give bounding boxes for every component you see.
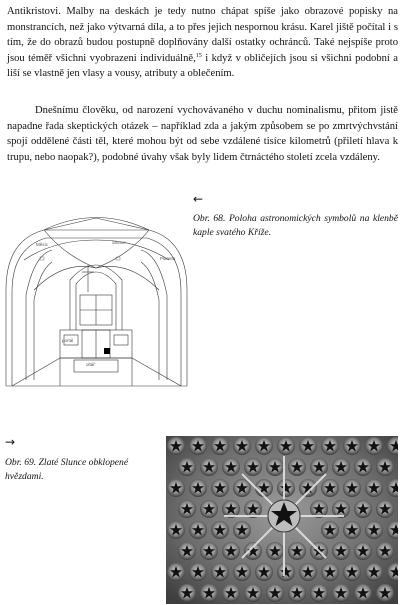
star-icon xyxy=(222,542,240,560)
star-icon xyxy=(167,437,185,455)
star-icon xyxy=(189,563,207,581)
figure68-caption: Obr. 68. Poloha astronomických symbolů na klenbě kaple svatého Kříže. xyxy=(193,213,398,238)
star-icon xyxy=(354,500,372,518)
star-icon xyxy=(167,563,185,581)
star-icon xyxy=(299,479,317,497)
para1-line-3: počítal i s tím, že do obrazů budou postupně doplňovány další ostatky ochránců. Také xyxy=(7,21,398,48)
star-icon xyxy=(354,542,372,560)
star-icon xyxy=(233,563,251,581)
star-icon xyxy=(376,458,394,476)
figure69-caption: Obr. 69. Zlaté Slunce obklopené hvězdami. xyxy=(5,457,129,482)
star-icon xyxy=(365,437,383,455)
door-label: portál xyxy=(62,338,74,343)
chapel-vault-drawing xyxy=(4,200,189,392)
star-icon xyxy=(200,542,218,560)
arrow-right-icon: → xyxy=(5,435,16,449)
para1-line-1: Antikristovi. Malby na deskách je tedy nutno chápat spíše jako obrazové popisky na xyxy=(7,6,398,17)
star-icon xyxy=(244,584,262,602)
para1-line-5: i když v obličejích jsou si xyxy=(201,52,318,64)
star-icon xyxy=(332,458,350,476)
star-icon xyxy=(332,542,350,560)
star-icon xyxy=(200,458,218,476)
star-icon xyxy=(255,479,273,497)
star-icon xyxy=(299,563,317,581)
star-icon xyxy=(189,437,207,455)
star-icon xyxy=(277,479,295,497)
para2-text: Dnešnímu člověku, od narození vychovávaného v duchu nominalismu, přitom jistě napadne řada skeptických otázek – například zda a jakým způsobem se po zmrtvýchvstání spojí oddělené části těl, které mohou být od sebe vzdálené tisíce kilometrů (přiletí hlava k trupu, nebo naopak?), podobné úvahy však byly lidem čtrnáctého století zcela vzdáleny. xyxy=(7,105,398,163)
star-icon xyxy=(321,479,339,497)
star-icon xyxy=(343,437,361,455)
star-icon xyxy=(178,584,196,602)
star-icon xyxy=(222,584,240,602)
arrow-left-icon: ← xyxy=(193,192,204,206)
star-icon xyxy=(310,584,328,602)
star-icon xyxy=(189,479,207,497)
star-icon xyxy=(255,437,273,455)
star-icon xyxy=(211,479,229,497)
star-icon xyxy=(233,437,251,455)
star-icon xyxy=(200,500,218,518)
footnote-ref[interactable]: 15 xyxy=(195,52,202,59)
star-icon xyxy=(244,458,262,476)
star-icon xyxy=(376,542,394,560)
star-icon xyxy=(189,521,207,539)
star-icon xyxy=(288,584,306,602)
star-icon xyxy=(343,563,361,581)
star-icon xyxy=(299,437,317,455)
altar-label: oltář xyxy=(86,362,95,367)
star-icon xyxy=(321,521,339,539)
star-icon xyxy=(167,479,185,497)
star-icon xyxy=(376,584,394,602)
star-icon xyxy=(244,542,262,560)
moon-label: Měsíc xyxy=(36,242,49,247)
para1-line-4: nejspíše proto jsou téměř všichni vyobrazeni individuálně, xyxy=(7,37,398,64)
star-icon xyxy=(321,437,339,455)
star-icon xyxy=(211,437,229,455)
star-icon xyxy=(343,521,361,539)
star-icon xyxy=(167,521,185,539)
star-icon xyxy=(211,521,229,539)
body-paragraph-1 xyxy=(7,4,398,82)
star-icon xyxy=(288,458,306,476)
sun-icon xyxy=(224,456,344,576)
star-icon xyxy=(211,563,229,581)
star-icon xyxy=(332,584,350,602)
star-icon xyxy=(233,521,251,539)
star-icon xyxy=(266,584,284,602)
star-icon xyxy=(277,437,295,455)
star-icon xyxy=(343,479,361,497)
star-icon xyxy=(222,458,240,476)
star-icon xyxy=(266,458,284,476)
star-icon xyxy=(354,458,372,476)
star-icon xyxy=(365,479,383,497)
star-icon xyxy=(354,584,372,602)
star-icon xyxy=(365,563,383,581)
star-icon xyxy=(376,500,394,518)
star-icon xyxy=(321,563,339,581)
star-icon xyxy=(365,521,383,539)
body-paragraph-2 xyxy=(7,103,398,165)
star-icon xyxy=(178,458,196,476)
star-icon xyxy=(178,500,196,518)
planet-label: Planeta xyxy=(160,256,176,261)
golden-sun-photo xyxy=(166,436,398,604)
para1-line-2: monstrancích, než jako výtvarná díla, a to přes jejich nespornou krásu. Karel jiště xyxy=(7,21,354,33)
para1-line-6: všichni podobní a liší se vlastně jen vlasy a vousy, atributy a oblečením. xyxy=(7,52,398,79)
star-icon xyxy=(200,584,218,602)
star-icon xyxy=(266,542,284,560)
sun-label: Slunce xyxy=(112,240,126,245)
star-icon xyxy=(277,563,295,581)
star-icon xyxy=(178,542,196,560)
star-icon xyxy=(288,542,306,560)
star-icon xyxy=(255,563,273,581)
